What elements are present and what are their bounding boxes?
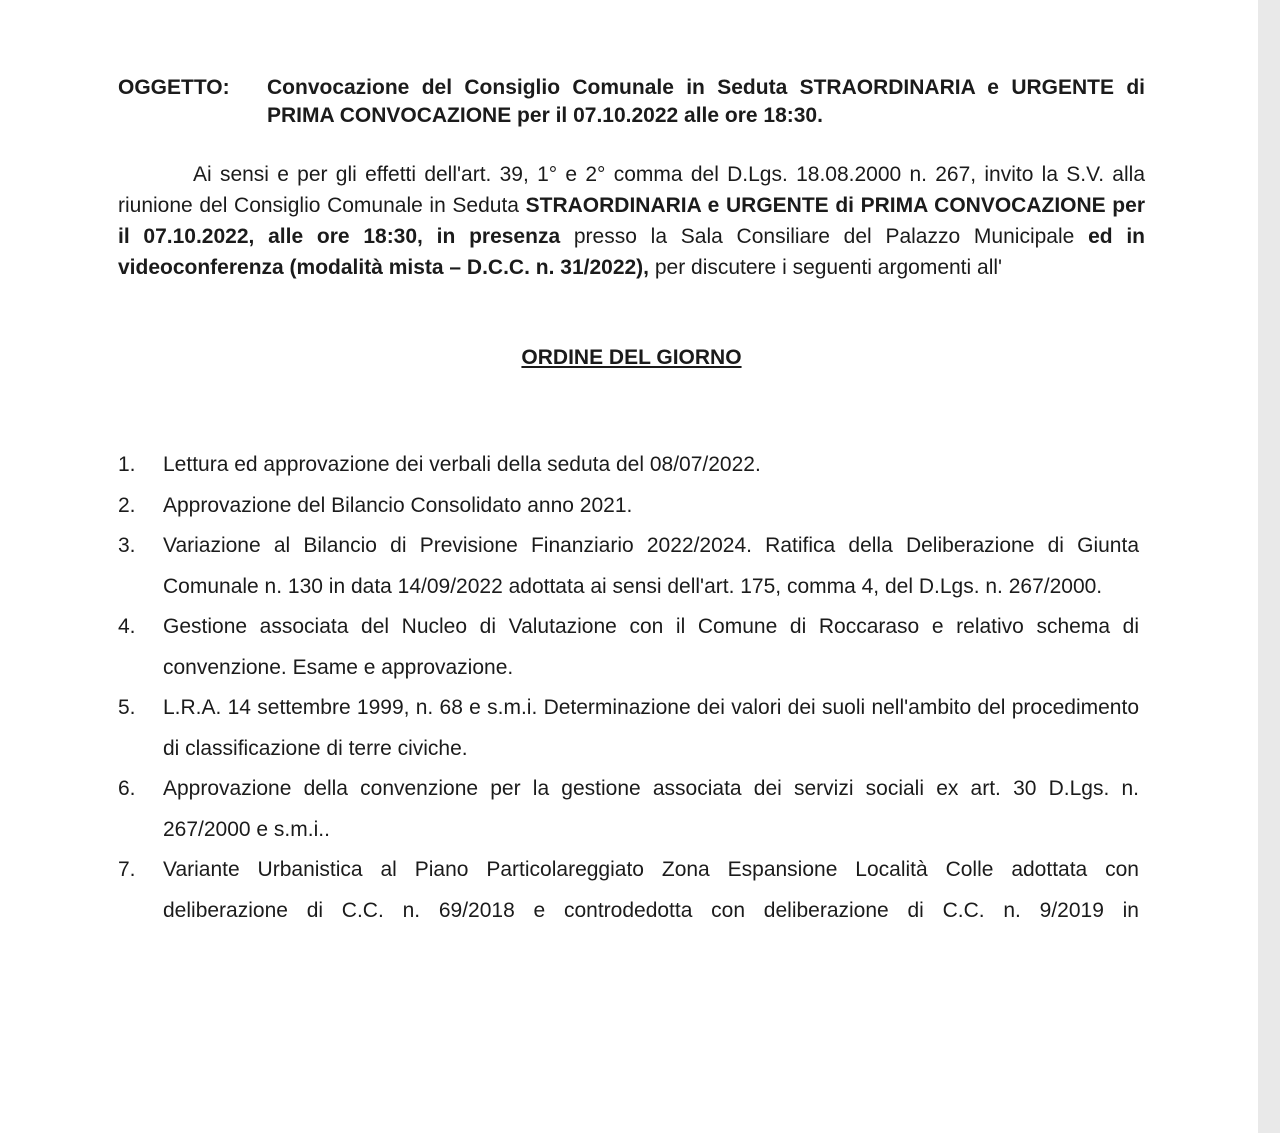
list-item-number: 3.: [118, 534, 136, 557]
document-content: [118, 74, 1145, 931]
intro-bold-1: STRAORDINARIA e URGENTE di PRIMA CONVOCAZIONE per il 07.10.2022, alle ore 18:30,: [118, 194, 1145, 248]
viewer-background-edge: [1258, 0, 1280, 1133]
list-item: [118, 526, 1139, 607]
subject-label: OGGETTO:: [118, 76, 230, 99]
list-item: [118, 607, 1139, 688]
list-item-number: 6.: [118, 777, 136, 800]
list-item: [118, 769, 1139, 850]
intro-text-3: presso la Sala Consiliare del Palazzo Municipale: [560, 225, 1089, 248]
list-item-number: 2.: [118, 493, 136, 517]
list-item-text: Approvazione della convenzione per la gestione associata dei servizi sociali ex art. 30 D.Lgs. n. 267/2000 e s.m.i..: [163, 777, 1139, 841]
list-item: [118, 445, 1139, 486]
intro-bold-2: in presenza: [436, 225, 561, 248]
intro-text-4: per discutere i seguenti argomenti all': [649, 256, 1003, 279]
list-item: [118, 486, 1139, 527]
agenda-title: ORDINE DEL GIORNO: [521, 346, 742, 369]
list-item-number: 4.: [118, 615, 136, 638]
subject-block: [118, 74, 1145, 130]
list-item-number: 5.: [118, 696, 136, 719]
intro-paragraph: [118, 159, 1145, 283]
intro-bold-3: ed in videoconferenza (modalità mista – D.C.C. n. 31/2022),: [118, 225, 1146, 279]
list-item-text: Gestione associata del Nucleo di Valutazione con il Comune di Roccaraso e relativo schema di convenzione. Esame e approvazione.: [163, 615, 1139, 679]
list-item: [118, 688, 1139, 769]
agenda-list: [118, 445, 1139, 931]
list-item-number: 1.: [118, 453, 136, 476]
intro-text-1: Ai sensi e per gli effetti dell'art. 39, 1° e 2° comma del D.Lgs. 18.08.2000 n. 267, invito la S.V. alla riunione del Consiglio Comunale in Seduta: [118, 163, 1145, 217]
list-item-text: Lettura ed approvazione dei verbali della seduta del 08/07/2022.: [163, 453, 761, 476]
list-item-number: 7.: [118, 858, 136, 881]
list-item-text: Variazione al Bilancio di Previsione Finanziario 2022/2024. Ratifica della Deliberazione di Giunta Comunale n. 130 in data 14/09/2022 adottata ai sensi dell'art. 175, comma 4, del D.Lgs. n. 267/2000.: [163, 534, 1139, 598]
list-item-text: Variante Urbanistica al Piano Particolareggiato Zona Espansione Località Colle adottata con deliberazione di C.C. n. 69/2018 e controdedotta con deliberazione di C.C. n. 9/2019 in: [163, 858, 1139, 922]
list-item-text: Approvazione del Bilancio Consolidato anno 2021.: [163, 493, 633, 517]
list-item: [118, 850, 1139, 931]
list-item-text: L.R.A. 14 settembre 1999, n. 68 e s.m.i. Determinazione dei valori dei suoli nell'ambito del procedimento di classificazione di terre civiche.: [163, 696, 1139, 760]
intro-text-2: [423, 225, 437, 248]
subject-text: Convocazione del Consiglio Comunale in Seduta STRAORDINARIA e URGENTE di PRIMA CONVOCAZIONE per il 07.10.2022 alle ore 18:30.: [267, 76, 1145, 127]
